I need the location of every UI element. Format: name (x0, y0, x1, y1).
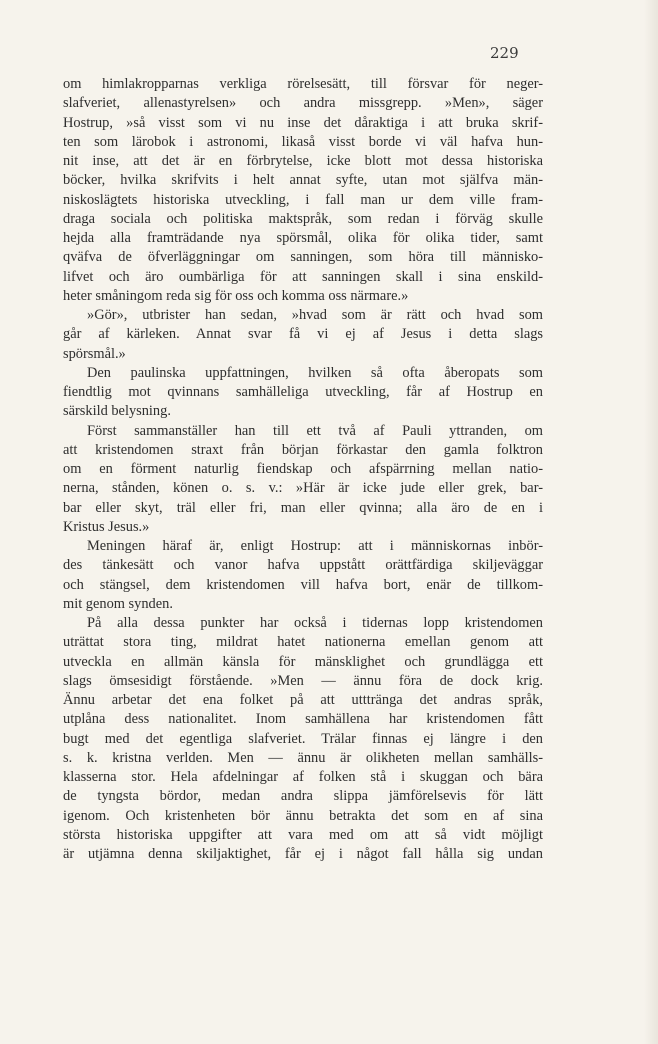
text-line: Kristus Jesus.» (63, 518, 150, 535)
text-line: utveckla en allmän känsla för mänsklighet och grundlägga ett (63, 653, 543, 670)
text-line: Meningen häraf är, enligt Hostrup: att i människornas inbör- (87, 538, 543, 554)
text-line: des tänkesätt och vanor hafva uppstått orättfärdiga skiljeväggar (63, 557, 543, 574)
page-number: 229 (490, 44, 519, 62)
text-line: niskoslägtets historiska utveckling, i fall man ur dem ville fram- (63, 191, 543, 208)
text-line: mit genom synden. (63, 595, 173, 612)
text-line: Ännu arbetar det ena folket på att utttränga det andras språk, (63, 692, 543, 708)
text-line: utplåna dess nationalitet. Inom samhällena har kristendomen fått (63, 711, 543, 728)
text-line: går af kärleken. Annat svar få vi ej af Jesus i detta slags (63, 326, 543, 343)
text-line: och stängsel, dem kristendomen vill hafva bort, enär de tillkom- (63, 576, 543, 593)
text-line: om himlakropparnas verkliga rörelsesätt, till försvar för neger- (63, 76, 543, 92)
text-line: uträttat stora ting, mildrat hatet nationerna emellan genom att (63, 634, 543, 651)
text-line: böcker, hvilka skrifvits i helt annat syfte, utan mot själfva män- (63, 172, 543, 189)
text-line: om en förment naturlig fiendskap och afspärrning mellan natio- (63, 461, 543, 477)
page-edge-shadow (644, 0, 658, 1044)
text-line: nit inse, att det är en förbrytelse, icke blott mot dessa historiska (63, 153, 543, 169)
text-line: qväfva de öfverläggningar om sanningen, som höra till människo- (63, 249, 543, 266)
text-line: största historiska uppgifter att vara med om att så vidt möjligt (63, 826, 543, 843)
text-line: klasserna stor. Hela afdelningar af folken stå i skuggan och bära (63, 769, 543, 785)
text-line: är utjämna denna skiljaktighet, får ej i något fall hålla sig undan (63, 846, 543, 862)
text-line: att kristendomen straxt från början förkastar den gamla folktron (63, 441, 543, 458)
text-line: bar eller skyt, träl eller fri, man eller qvinna; alla äro de en i (63, 499, 543, 516)
text-line: igenom. Och kristenheten bör ännu betrakta det som en af sina (63, 807, 543, 824)
text-line: spörsmål.» (63, 345, 126, 362)
text-line: s. k. kristna verlden. Men — ännu är olikheten mellan samhälls- (63, 749, 543, 766)
text-line: Den paulinska uppfattningen, hvilken så ofta åberopats som (87, 364, 543, 381)
text-line: nerna, stånden, könen o. s. v.: »Här är icke jude eller grek, bar- (63, 480, 543, 497)
text-line: särskild belysning. (63, 403, 171, 420)
text-line: ten som lärobok i astronomi, likaså visst borde vi väl hafva hun- (63, 133, 543, 150)
text-line: Först sammanställer han till ett två af Pauli yttranden, om (87, 422, 543, 439)
text-line: På alla dessa punkter har också i tidernas lopp kristendomen (87, 615, 543, 631)
text-line: heter småningom reda sig för oss och komma oss närmare.» (63, 287, 409, 304)
text-line: slags ömsesidigt förstående. »Men — ännu föra de dock krig. (63, 672, 543, 689)
text-line: »Gör», utbrister han sedan, »hvad som är rätt och hvad som (87, 307, 543, 323)
text-line: fiendtlig mot qvinnans samhälleliga utveckling, får af Hostrup en (63, 384, 543, 400)
text-line: de tyngsta bördor, medan andra slippa jämförelsevis för lätt (63, 788, 543, 805)
text-line: bugt med det egentliga slafveriet. Trälar finnas ej längre i den (63, 730, 543, 747)
text-line: lifvet och äro oumbärliga för att sanningen skall i sina enskild- (63, 268, 543, 285)
text-line: hejda alla framträdande nya spörsmål, olika för olika tider, samt (63, 230, 543, 246)
text-line: slafveriet, allenastyrelsen» och andra missgrepp. »Men», säger (63, 95, 543, 112)
page-body (63, 75, 543, 864)
text-line: draga sociala och politiska maktspråk, som redan i förväg skulle (63, 210, 543, 227)
text-line: Hostrup, »så visst som vi nu inse det dåraktiga i att bruka skrif- (63, 114, 543, 131)
